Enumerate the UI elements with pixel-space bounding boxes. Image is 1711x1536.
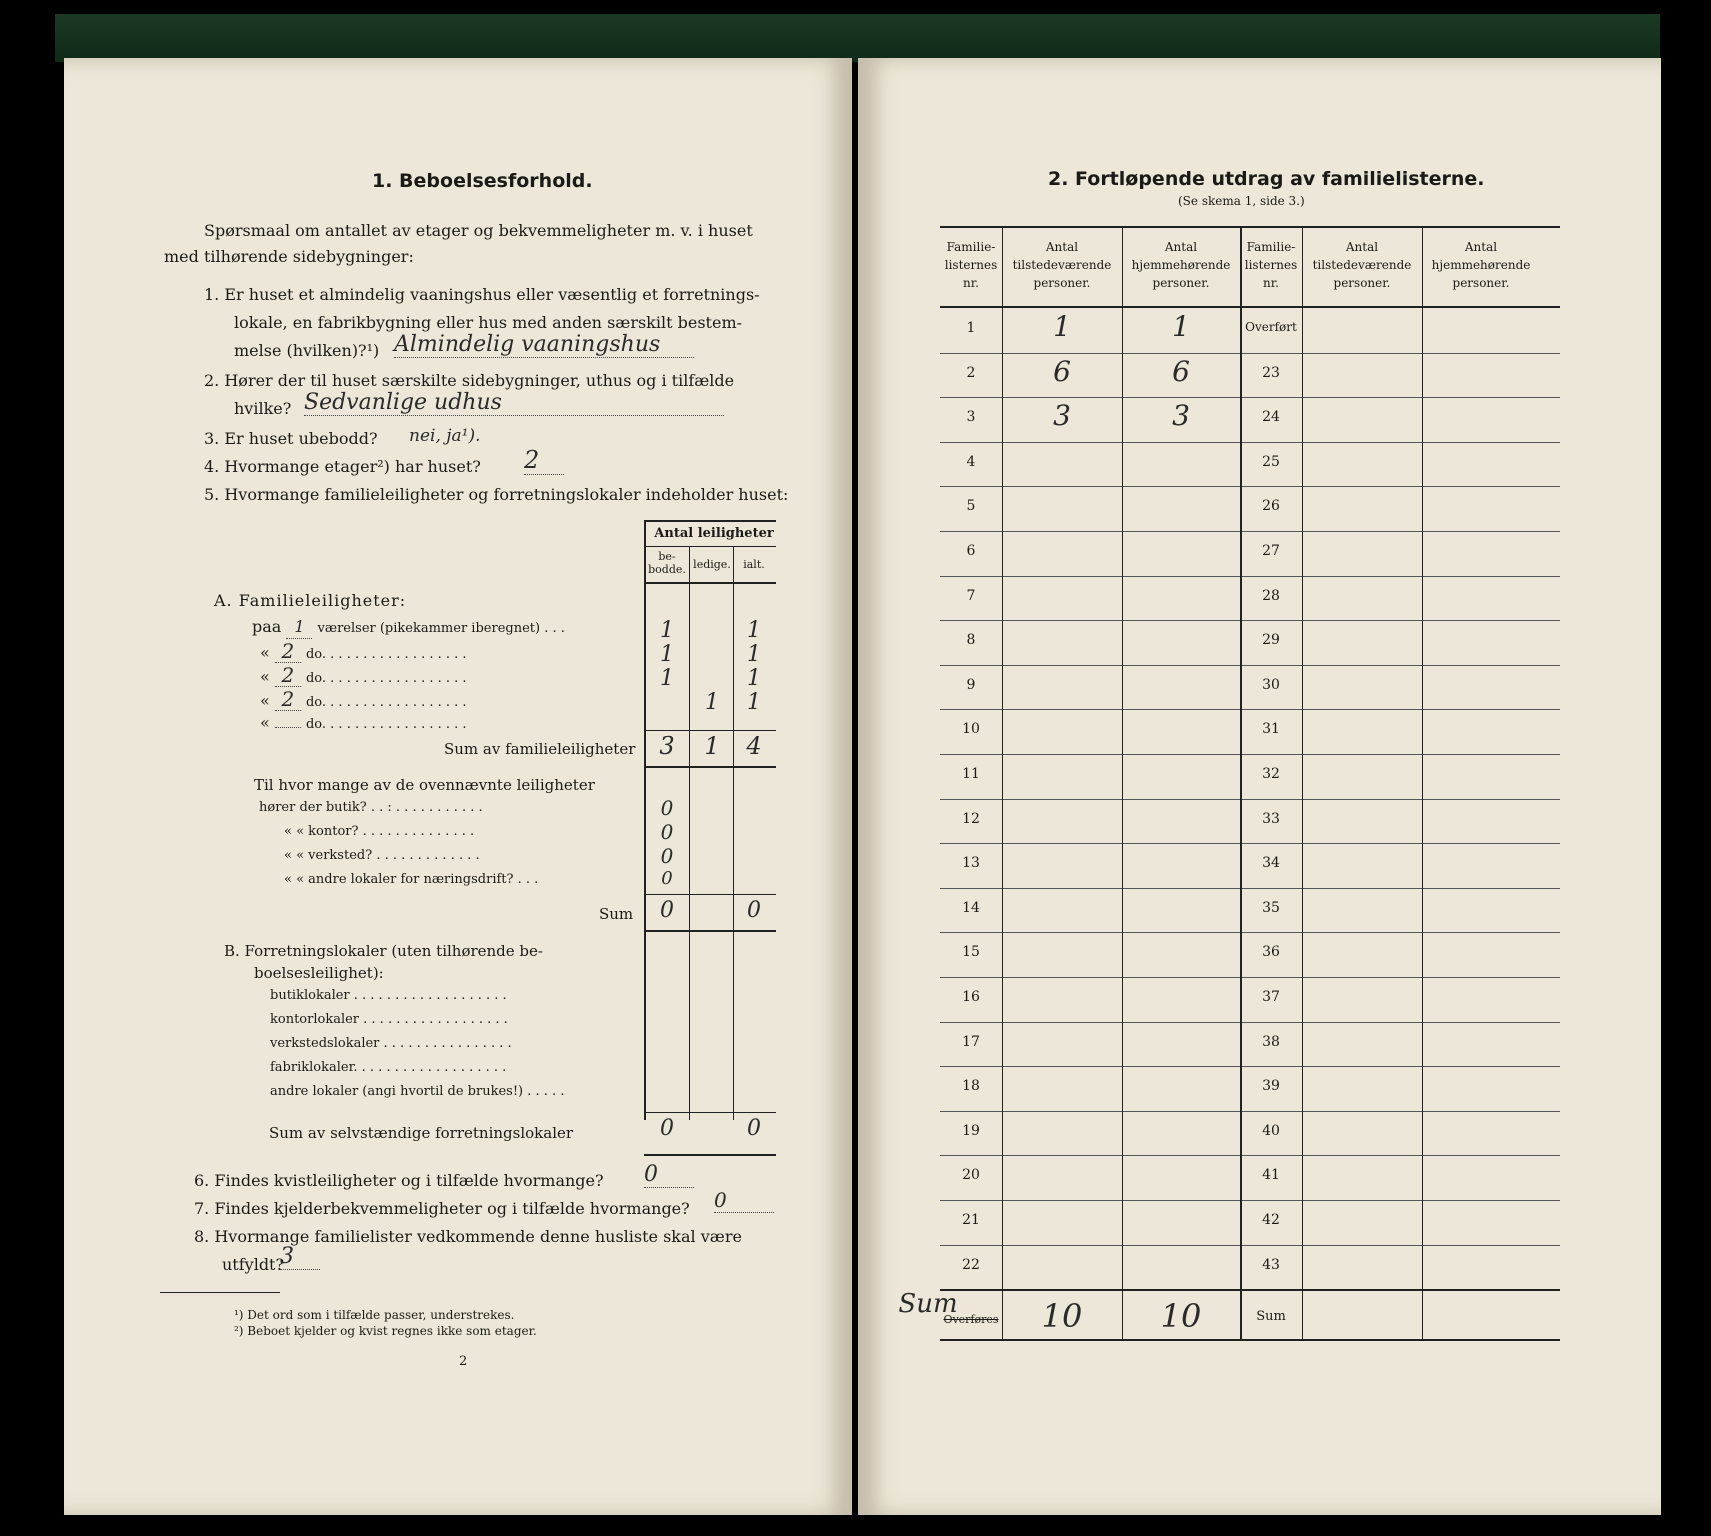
column-rule	[1422, 226, 1423, 1339]
row-nr-right: 37	[1262, 989, 1280, 1005]
a1-ialt: 1	[747, 618, 761, 643]
a-sum-ialt: 4	[746, 732, 762, 760]
q7-text: 7. Findes kjelderbekvemmeligheter og i tilfælde hvormange?	[194, 1199, 690, 1218]
row-rule	[940, 353, 1560, 354]
row-nr: 4	[966, 453, 976, 470]
q2-answer: Sedvanlige udhus	[304, 390, 724, 416]
q4-answer: 2	[524, 446, 564, 475]
butik-intro: Til hvor mange av de ovennævnte leiligheter	[254, 776, 595, 794]
b-row-2: kontorlokaler . . . . . . . . . . . . . . . . . .	[270, 1012, 508, 1027]
a-sum-ledige: 1	[704, 732, 720, 760]
row-nr-right: 39	[1262, 1078, 1280, 1095]
b-sum-bebodde: 0	[660, 1116, 674, 1141]
butik-row-4: « « andre lokaler for næringsdrift? . . .	[284, 872, 539, 887]
hjemme-value: 1	[1172, 310, 1190, 343]
tilstede-value: 1	[1053, 310, 1071, 343]
row-nr-right: 34	[1262, 855, 1280, 872]
column-header: Antal hjemmehørende personer.	[1431, 240, 1531, 290]
row-nr: 18	[962, 1078, 980, 1095]
row-rule	[940, 754, 1560, 755]
row-rule	[940, 397, 1560, 398]
row-nr-right: 35	[1262, 899, 1280, 916]
row-rule	[940, 531, 1560, 532]
row-nr: 3	[966, 409, 976, 426]
row-rule	[940, 620, 1560, 621]
column-rule	[1002, 226, 1003, 1339]
right-page	[858, 58, 1661, 1515]
row-rule	[940, 799, 1560, 800]
butik-val-3: 0	[660, 844, 674, 868]
row-rule	[940, 1200, 1560, 1201]
b-sum-rule	[644, 1154, 776, 1156]
sum-tilstede: 10	[1041, 1297, 1083, 1336]
a-sum-rule	[644, 766, 776, 768]
table-bottom-rule	[940, 1339, 1560, 1341]
a-sum-label: Sum av familieleiligheter	[444, 740, 636, 758]
intro-line-2: med tilhørende sidebygninger:	[164, 247, 414, 266]
row-rule	[940, 843, 1560, 844]
row-nr: 15	[962, 944, 980, 961]
intro-line-1: Spørsmaal om antallet av etager og bekvemmeligheter m. v. i huset	[204, 221, 753, 240]
col-bebodde: be- bodde.	[648, 550, 686, 576]
row-nr-right: 25	[1262, 453, 1280, 470]
row-nr-right: 28	[1262, 587, 1280, 604]
col-ledige: ledige.	[693, 558, 731, 571]
butik-val-1: 0	[660, 796, 674, 820]
q6-answer: 0	[644, 1162, 694, 1188]
row-rule	[940, 977, 1560, 978]
row-nr-right: 36	[1262, 944, 1280, 961]
row-rule	[940, 1111, 1560, 1112]
row-nr-right: 29	[1262, 632, 1280, 649]
table-header: Antal leiligheter	[654, 526, 774, 541]
section-1-title: 1. Beboelsesforhold.	[372, 170, 593, 192]
sum-label-right: Sum	[1256, 1309, 1286, 1325]
section-b-label-2: boelsesleilighet):	[254, 964, 384, 982]
q6-text: 6. Findes kvistleiligheter og i tilfælde hvormange?	[194, 1171, 604, 1190]
col-sep-1	[689, 546, 690, 1120]
a2-ialt: 1	[747, 642, 761, 667]
row-nr-right: 23	[1262, 364, 1280, 381]
a-row-4: « 2 do. . . . . . . . . . . . . . . . . .	[260, 687, 467, 711]
sum-top-rule	[940, 1289, 1560, 1291]
header-rule	[644, 546, 776, 547]
hjemme-value: 3	[1172, 399, 1190, 433]
row-nr-right: 24	[1262, 409, 1280, 426]
a-sum-bebodde: 3	[659, 732, 675, 760]
page-number: 2	[459, 1354, 468, 1369]
left-page	[64, 58, 852, 1515]
row-nr-right: 26	[1262, 498, 1280, 515]
tilstede-value: 6	[1053, 354, 1071, 388]
q1-line-2: lokale, en fabrikbygning eller hus med anden særskilt bestem-	[234, 313, 743, 332]
row-nr: 14	[962, 899, 980, 916]
row-nr-right: 38	[1262, 1033, 1280, 1050]
butik-sum-label: Sum	[599, 905, 634, 923]
q8-answer: 3	[280, 1244, 320, 1270]
row-nr: 17	[962, 1033, 980, 1050]
a1-bebodde: 1	[660, 618, 674, 643]
row-nr-right: 32	[1262, 766, 1280, 782]
row-rule	[940, 1066, 1560, 1067]
row-nr: 21	[962, 1212, 980, 1228]
a4-ialt: 1	[747, 690, 761, 715]
header-bottom-rule	[644, 582, 776, 584]
row-rule	[940, 576, 1560, 577]
butik-row-3: « « verksted? . . . . . . . . . . . . .	[284, 848, 480, 863]
q5-text: 5. Hvormange familieleiligheter og forretningslokaler indeholder huset:	[204, 485, 789, 504]
row-nr-right: 27	[1262, 543, 1280, 559]
a3-ialt: 1	[747, 666, 761, 691]
row-nr: 22	[962, 1256, 980, 1273]
row-nr: 16	[962, 989, 980, 1005]
q1-answer: Almindelig vaaningshus	[394, 332, 694, 358]
row-nr-right: 42	[1262, 1212, 1280, 1228]
row-nr: 19	[962, 1122, 980, 1139]
butik-bottom-rule	[644, 894, 776, 895]
row-rule	[940, 709, 1560, 710]
footnote-1: ¹) Det ord som i tilfælde passer, understrekes.	[234, 1308, 515, 1322]
b-row-3: verkstedslokaler . . . . . . . . . . . . . . . .	[270, 1036, 512, 1051]
a3-bebodde: 1	[660, 666, 674, 691]
q8-line-2: utfyldt?	[222, 1255, 285, 1274]
table-header-rule	[940, 306, 1560, 308]
row-rule	[940, 665, 1560, 666]
row-nr: 10	[962, 721, 980, 738]
row-nr: 20	[962, 1167, 980, 1184]
row-rule	[940, 1155, 1560, 1156]
q3-answer: nei, ja¹).	[409, 426, 481, 446]
q4-text: 4. Hvormange etager²) har huset?	[204, 457, 481, 476]
hjemme-value: 6	[1172, 354, 1190, 388]
col-ialt: ialt.	[743, 558, 765, 571]
column-rule	[1240, 226, 1242, 1339]
a-row-3: « 2 do. . . . . . . . . . . . . . . . . .	[260, 663, 467, 687]
row-nr-right: 31	[1262, 721, 1280, 738]
row-nr: 1	[966, 320, 976, 336]
column-rule	[1302, 226, 1303, 1339]
row-nr: 11	[962, 766, 980, 782]
section-b-label-1: B. Forretningslokaler (uten tilhørende be-	[224, 942, 543, 960]
row-nr: 13	[962, 855, 980, 872]
table-top-rule	[644, 520, 776, 522]
row-nr: 7	[966, 587, 976, 604]
butik-sum-rule	[644, 930, 776, 932]
carry-forward-label: Overføres	[943, 1313, 999, 1327]
row-nr: 8	[966, 632, 976, 649]
row-nr-right: 43	[1262, 1256, 1280, 1273]
b-row-4: fabriklokaler. . . . . . . . . . . . . . . . . . .	[270, 1060, 507, 1075]
row-rule	[940, 1245, 1560, 1246]
column-header: Familie- listernes nr.	[1244, 240, 1298, 290]
a2-bebodde: 1	[660, 642, 674, 667]
row-rule	[940, 888, 1560, 889]
b-bottom-rule	[644, 1112, 776, 1113]
section-2-title: 2. Fortløpende utdrag av familielisterne.	[1048, 168, 1485, 190]
butik-val-2: 0	[660, 820, 674, 844]
column-rule	[1122, 226, 1123, 1339]
butik-sum-ialt: 0	[747, 898, 761, 923]
row-rule	[940, 442, 1560, 443]
row-nr: 6	[966, 543, 976, 559]
b-row-1: butiklokaler . . . . . . . . . . . . . . . . . . .	[270, 988, 507, 1003]
footnote-2: ²) Beboet kjelder og kvist regnes ikke som etager.	[234, 1324, 537, 1338]
footnote-rule	[160, 1292, 280, 1293]
row-nr: 9	[966, 676, 976, 693]
row-nr-right: Overført	[1245, 320, 1297, 334]
top-binding-band	[55, 14, 1660, 62]
row-nr-right: 30	[1262, 676, 1280, 693]
row-rule	[940, 932, 1560, 933]
row-rule	[940, 1022, 1560, 1023]
row-rule	[940, 486, 1560, 487]
butik-val-4: 0	[661, 868, 673, 889]
butik-sum-bebodde: 0	[660, 898, 674, 923]
a-row-1: paa 1 værelser (pikekammer iberegnet) . . .	[252, 616, 565, 640]
butik-row-2: « « kontor? . . . . . . . . . . . . . .	[284, 824, 475, 839]
table-top-rule	[940, 226, 1560, 228]
q7-answer: 0	[714, 1188, 774, 1213]
b-sum-label: Sum av selvstændige forretningslokaler	[269, 1124, 574, 1142]
q2-line-2: hvilke?	[234, 399, 292, 418]
q8-line-1: 8. Hvormange familielister vedkommende denne husliste skal være	[194, 1227, 742, 1246]
column-header: Familie- listernes nr.	[944, 240, 998, 290]
row-nr: 5	[966, 498, 976, 515]
column-header: Antal hjemmehørende personer.	[1131, 240, 1231, 290]
q1-line-1: 1. Er huset et almindelig vaaningshus eller væsentlig et forretnings-	[204, 285, 760, 304]
a-row-2: « 2 do. . . . . . . . . . . . . . . . . .	[260, 639, 467, 663]
q3-text: 3. Er huset ubebodd?	[204, 429, 378, 448]
sum-hjemme: 10	[1160, 1297, 1202, 1336]
column-header: Antal tilstedeværende personer.	[1012, 240, 1112, 290]
column-header: Antal tilstedeværende personer.	[1312, 240, 1412, 290]
row-nr-right: 40	[1262, 1122, 1280, 1139]
section-2-subtitle: (Se skema 1, side 3.)	[1178, 194, 1305, 208]
q2-line-1: 2. Hører der til huset særskilte sidebygninger, uthus og i tilfælde	[204, 371, 735, 390]
section-a-label: A. Familieleiligheter:	[214, 591, 407, 610]
row-nr: 2	[966, 364, 976, 381]
a-rows-bottom-rule	[644, 730, 776, 731]
tilstede-value: 3	[1053, 399, 1071, 433]
a-row-5: « do. . . . . . . . . . . . . . . . . .	[260, 713, 467, 732]
b-row-5: andre lokaler (angi hvortil de brukes!) . . . . .	[270, 1084, 565, 1099]
butik-row-1: hører der butik? . . : . . . . . . . . . . .	[259, 800, 483, 815]
row-nr: 12	[962, 810, 980, 827]
a4-ledige: 1	[705, 690, 719, 715]
q1-line-3: melse (hvilken)?¹)	[234, 341, 380, 360]
sum-handwritten: Sum	[898, 1289, 958, 1320]
row-nr-right: 33	[1262, 810, 1280, 827]
b-sum-ialt: 0	[747, 1116, 761, 1141]
row-nr-right: 41	[1262, 1167, 1280, 1184]
